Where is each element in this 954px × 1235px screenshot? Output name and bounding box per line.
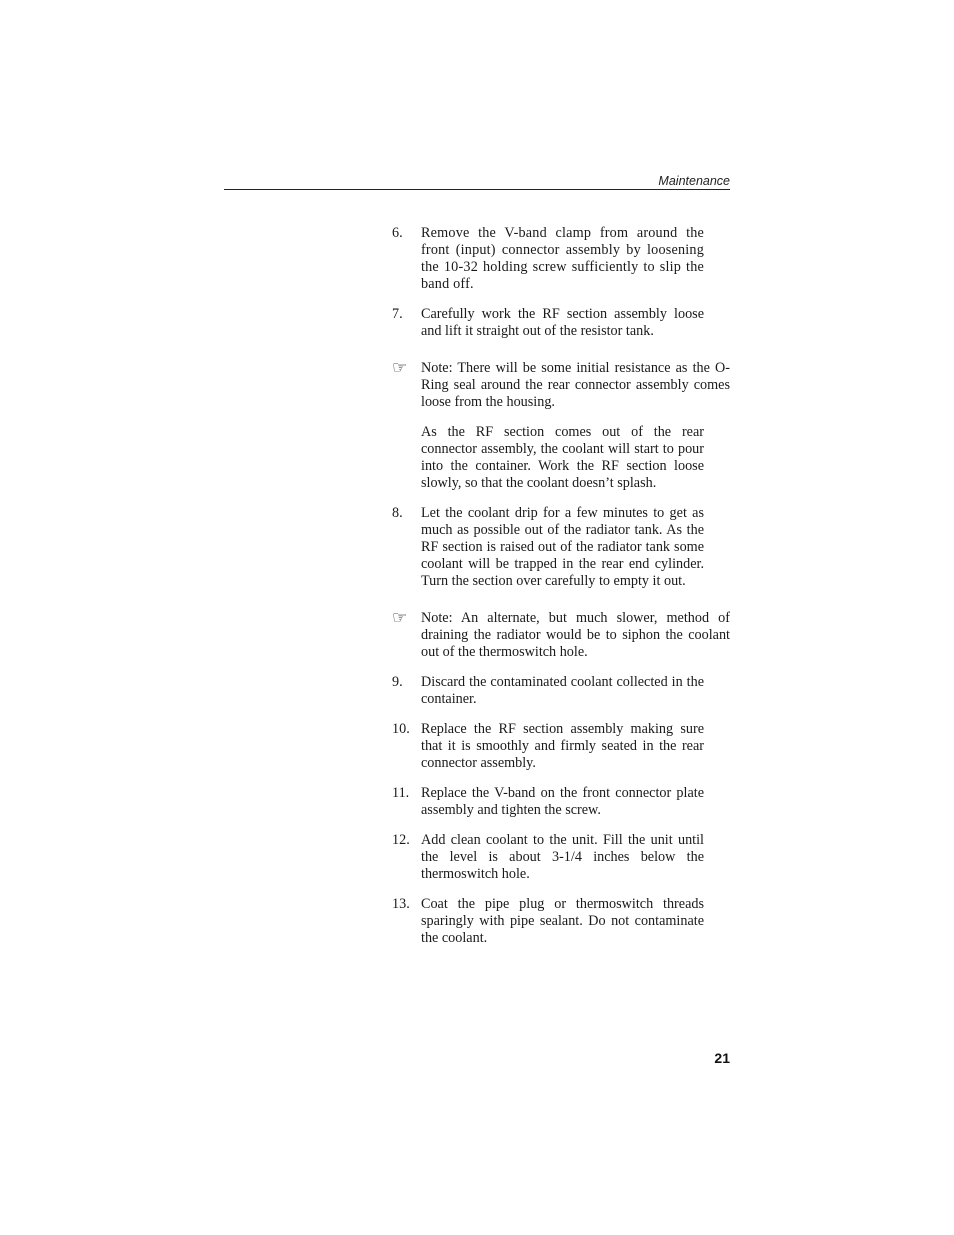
page-number: 21	[714, 1050, 730, 1066]
step-number: 6.	[392, 225, 403, 241]
step-8	[390, 505, 704, 590]
step-number: 11.	[392, 785, 410, 801]
paragraph: As the RF section comes out of the rear connector assembly, the coolant will start to pour into the container. Work the RF section loose slowly, so that the coolant doesn’t splash.	[421, 424, 704, 491]
step-text: Carefully work the RF section assembly loose and lift it straight out of the resistor tank.	[421, 306, 704, 339]
step-number: 12.	[392, 832, 410, 848]
pointing-hand-icon: ☞	[392, 608, 408, 628]
step-text: Discard the contaminated coolant collected in the container.	[421, 674, 704, 707]
step-text: Remove the V-band clamp from around the front (input) connector assembly by loosening the 10-32 holding screw sufficiently to slip the band off.	[421, 225, 704, 292]
step-11	[390, 785, 704, 819]
step-text: Replace the V-band on the front connector plate assembly and tighten the screw.	[421, 785, 704, 818]
step-text: Coat the pipe plug or thermoswitch threads sparingly with pipe sealant. Do not contaminate the coolant.	[421, 896, 704, 946]
page-header	[224, 174, 730, 190]
step-number: 8.	[392, 505, 403, 521]
step-text: Let the coolant drip for a few minutes to get as much as possible out of the radiator tank. As the RF section is raised out of the radiator tank some coolant will be trapped in the rear end cylinder. Turn the section over carefully to empty it out.	[421, 505, 704, 589]
step-text: Add clean coolant to the unit. Fill the unit until the level is about 3-1/4 inches below the thermoswitch hole.	[421, 832, 704, 882]
pointing-hand-icon: ☞	[392, 358, 408, 378]
note-1	[390, 360, 730, 411]
step-6	[390, 225, 704, 293]
step-9	[390, 674, 704, 708]
step-number: 7.	[392, 306, 403, 322]
step-7	[390, 306, 704, 340]
step-number: 9.	[392, 674, 403, 690]
step-number: 13.	[392, 896, 410, 912]
step-number: 10.	[392, 721, 410, 737]
step-13	[390, 896, 704, 947]
page-content	[390, 225, 730, 960]
step-12	[390, 832, 704, 883]
note-text: Note: There will be some initial resistance as the O-Ring seal around the rear connector assembly comes loose from the housing.	[421, 360, 730, 410]
step-10	[390, 721, 704, 772]
step-text: Replace the RF section assembly making sure that it is smoothly and firmly seated in the rear connector assembly.	[421, 721, 704, 771]
section-title: Maintenance	[658, 174, 730, 188]
note-text: Note: An alternate, but much slower, method of draining the radiator would be to siphon the coolant out of the thermoswitch hole.	[421, 610, 730, 660]
note-2	[390, 610, 730, 661]
